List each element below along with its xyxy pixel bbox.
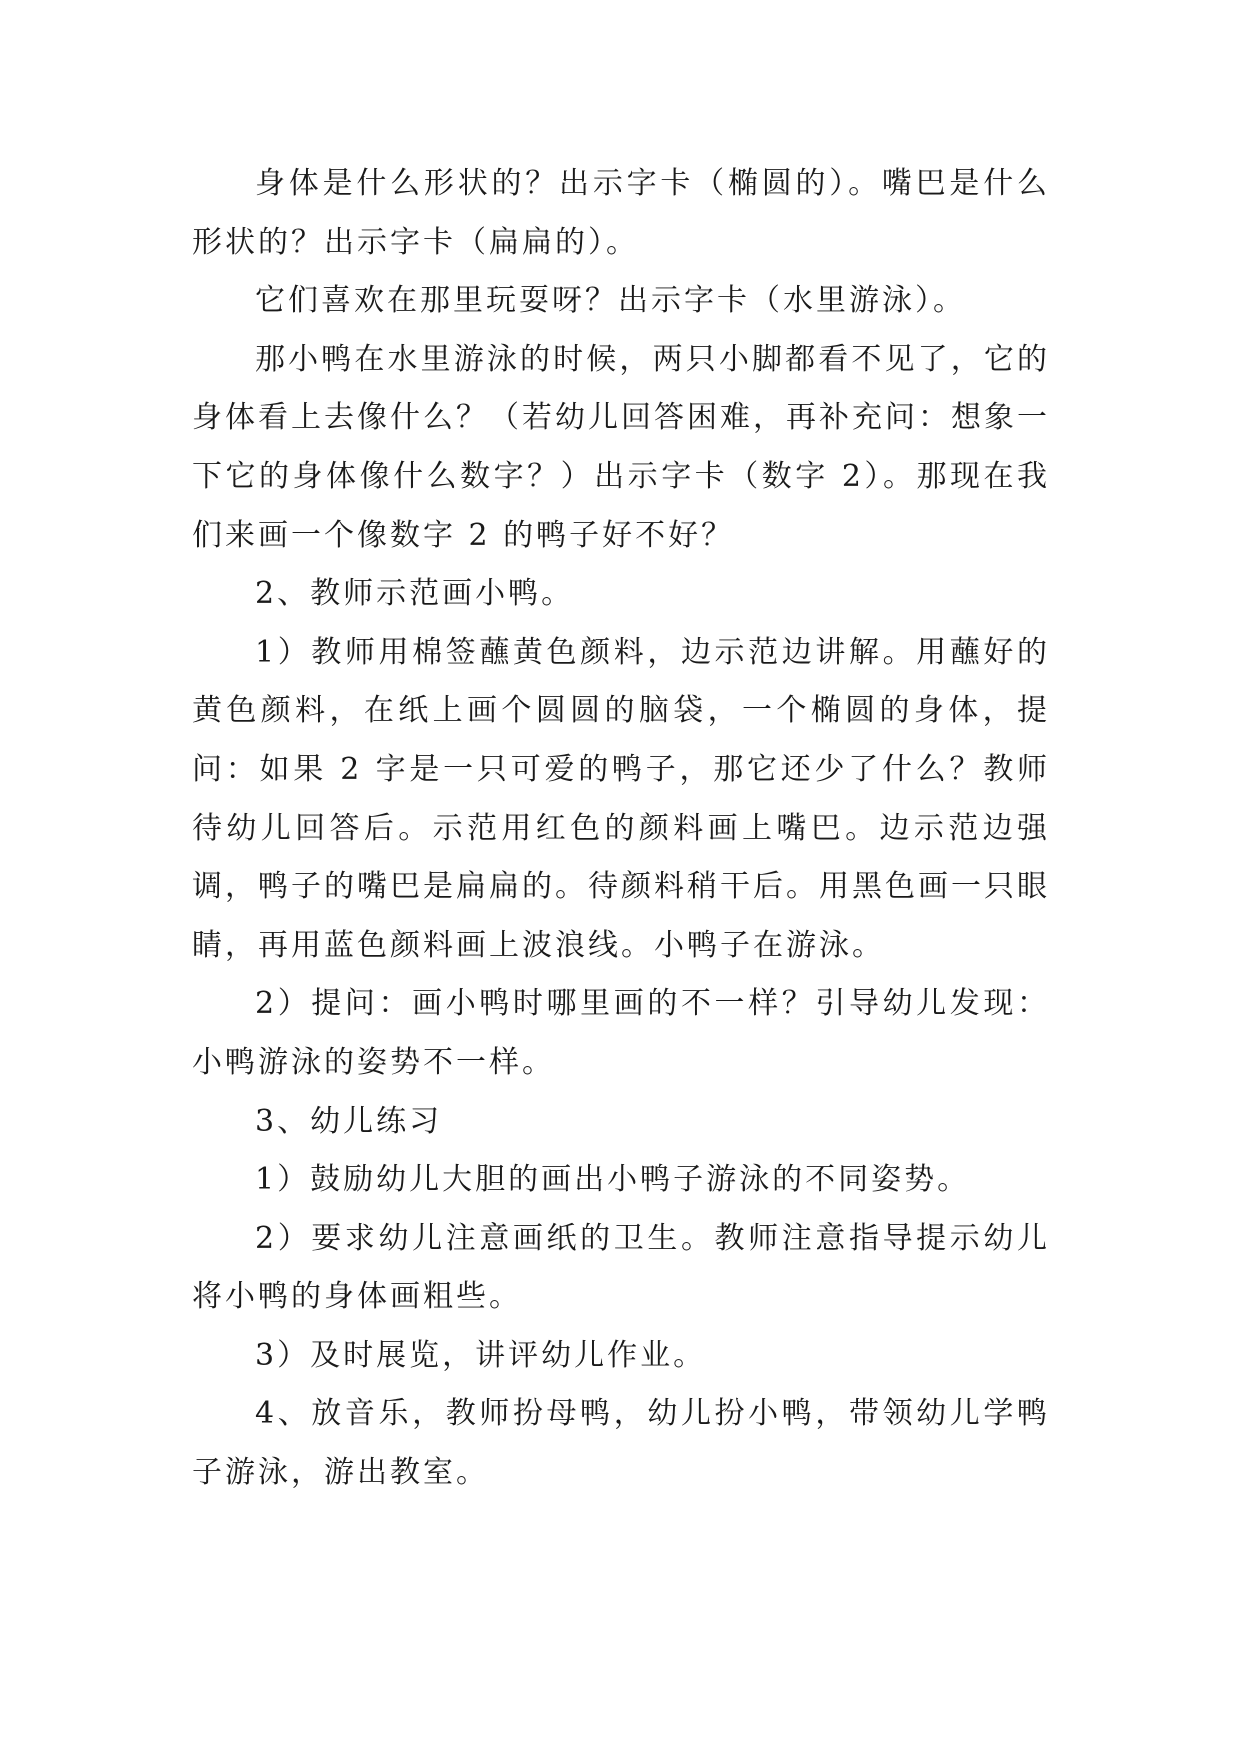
paragraph-step-3-heading: 3、幼儿练习 [255, 1103, 443, 1139]
document-body [192, 155, 1050, 1503]
paragraph-step-3-2: 2）要求幼儿注意画纸的卫生。教师注意指导提示幼儿将小鸭的身体画粗些。 [192, 1220, 1050, 1315]
paragraph-step-2-heading: 2、教师示范画小鸭。 [255, 576, 575, 612]
paragraph-step-3-1: 1）鼓励幼儿大胆的画出小鸭子游泳的不同姿势。 [255, 1162, 971, 1198]
paragraph-step-2-1-demo: 1）教师用棉签蘸黄色颜料，边示范边讲解。用蘸好的黄色颜料，在纸上画个圆圆的脑袋，一个椭圆的身体，提问：如果 2 字是一只可爱的鸭子，那它还少了什么？教师待幼儿回答后。示范用红色的颜料画上嘴巴。边示范边强调，鸭子的嘴巴是扁扁的。待颜料稍干后。用黑色画一只眼睛，再用蓝色颜料画上波浪线。小鸭子在游泳。 [192, 634, 1050, 963]
paragraph-step-2-2-question: 2）提问：画小鸭时哪里画的不一样？引导幼儿发现：小鸭游泳的姿势不一样。 [192, 986, 1050, 1080]
paragraph-step-3-3: 3）及时展览，讲评幼儿作业。 [255, 1337, 707, 1373]
paragraph-number-two: 那小鸭在水里游泳的时候，两只小脚都看不见了，它的身体看上去像什么？（若幼儿回答困难，再补充问：想象一下它的身体像什么数字？）出示字卡（数字 2）。那现在我们来画一个像数字 2 的鸭子好不好？ [192, 341, 1050, 553]
paragraph-play-location: 它们喜欢在那里玩耍呀？出示字卡（水里游泳）。 [255, 283, 966, 319]
paragraph-step-4: 4、放音乐，教师扮母鸭，幼儿扮小鸭，带领幼儿学鸭子游泳，游出教室。 [192, 1396, 1050, 1491]
paragraph-body-shape: 身体是什么形状的？出示字卡（椭圆的）。嘴巴是什么形状的？出示字卡（扁扁的）。 [192, 166, 1050, 260]
